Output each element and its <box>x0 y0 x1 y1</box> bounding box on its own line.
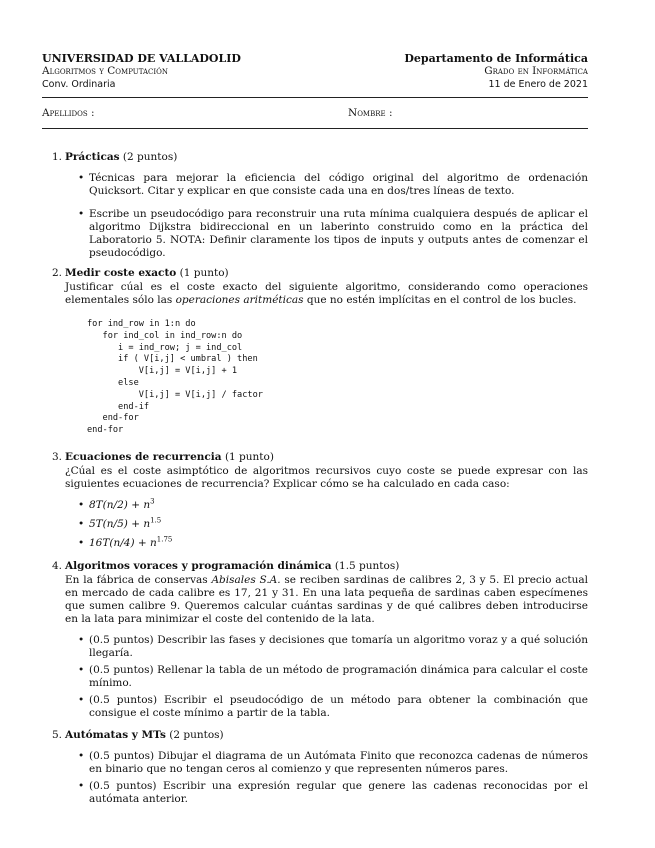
list-item: • Técnicas para mejorar la eficiencia del código original del algoritmo de ordenación Quicksort. Citar y explicar en que consiste cada una en dos/tres líneas de texto. <box>78 172 588 197</box>
department-name: Departamento de Informática <box>404 52 588 65</box>
pseudocode-block: for ind_row in 1:n do for ind_col in ind_row:n do i = ind_row; j = ind_col if ( V[i,j] < umbral ) then V[i,j] = V[i,j] + 1 else V[i,j] = V[i,j] / factor end-if end-for end-for <box>87 319 263 436</box>
question-title: Medir coste exacto <box>65 267 177 279</box>
question-2 <box>52 267 588 437</box>
exam-date: 11 de Enero de 2021 <box>488 79 588 90</box>
question-title: Algoritmos voraces y programación dinámica <box>65 559 332 572</box>
questions <box>52 151 588 806</box>
question-text: En la fábrica de conservas Abisales S.A. se reciben sardinas de calibres 2, 3 y 5. El precio actual en mercado de cada calibre es 17, 21 y 31. En una lata pequeña de sardinas caben especímenes que sumen calibre 9. Queremos calcular cuántas sardinas y de qué calibres deben introducirse en la lata para minimizar el coste del contenido de la lata. <box>65 573 589 625</box>
name-label: Nombre : <box>348 107 393 119</box>
header <box>42 52 588 91</box>
question-points: (1 punto) <box>224 450 274 463</box>
student-fields <box>42 107 588 120</box>
question-number: 2. <box>52 267 63 279</box>
question-1-items <box>78 172 588 260</box>
question-points: (2 puntos) <box>122 151 178 163</box>
question-points: (1 punto) <box>179 267 229 279</box>
degree-name: Grado en Informática <box>484 65 588 77</box>
question-title: Autómatas y MTs <box>65 728 166 741</box>
question-text: Justificar cúal es el coste exacto del siguiente algoritmo, considerando como operaciones elementales sólo las operaciones aritméticas que no estén implícitas en el control de los bucles. <box>65 281 588 306</box>
question-5-items <box>78 750 588 806</box>
equation-item: • $8T(n/2) + n^3$ <box>78 497 155 511</box>
list-item: • (0.5 puntos) Describir las fases y decisiones que tomaría un algoritmo voraz y a qué solución llegaría. <box>78 633 588 659</box>
course-name: Algoritmos y Computación <box>42 65 169 77</box>
question-4-items <box>78 634 588 720</box>
fields-divider <box>42 128 588 129</box>
question-1 <box>52 151 588 260</box>
question-number: 3. <box>52 450 63 463</box>
list-item: • (0.5 puntos) Dibujar el diagrama de un Autómata Finito que reconozca cadenas de números en binario que no tengan ceros al comienzo y que representen números pares. <box>78 749 588 775</box>
question-points: (2 puntos) <box>169 728 224 741</box>
list-item: • (0.5 puntos) Escribir el pseudocódigo de un método para obtener la combinación que consigue el coste mínimo a partir de la tabla. <box>78 693 588 719</box>
question-title: Prácticas <box>65 151 120 163</box>
equation-item: • $5T(n/5) + n^{1.5}$ <box>78 516 162 530</box>
question-points: (1.5 puntos) <box>334 559 400 572</box>
equation-list <box>78 499 588 550</box>
list-item: • Escribe un pseudocódigo para reconstruir una ruta mínima cualquiera después de aplicar el algoritmo Dijkstra bidireccional en un laberinto construido como en la práctica del Laboratorio 5. NOTA: Definir claramente los tipos de inputs y outputs antes de comenzar el pseudocódigo. <box>78 208 588 259</box>
header-divider <box>42 97 588 98</box>
list-item: • (0.5 puntos) Rellenar la tabla de un método de programación dinámica para calcular el coste mínimo. <box>78 663 588 689</box>
question-title: Ecuaciones de recurrencia <box>65 450 222 463</box>
question-number: 1. <box>52 151 63 163</box>
surname-label: Apellidos : <box>42 107 95 119</box>
list-item: • (0.5 puntos) Escribir una expresión regular que genere las cadenas reconocidas por el autómata anterior. <box>78 779 588 805</box>
question-3 <box>52 451 588 550</box>
equation-item: • $16T(n/4) + n^{1.75}$ <box>78 535 173 549</box>
question-text: ¿Cúal es el coste asimptótico de algoritmos recursivos cuyo coste se puede expresar con las siguientes ecuaciones de recurrencia? Explicar cómo se ha calculado en cada caso: <box>65 464 588 490</box>
question-5 <box>52 729 588 806</box>
exam-call: Conv. Ordinaria <box>42 79 116 90</box>
question-number: 4. <box>52 559 63 572</box>
university-name: UNIVERSIDAD DE VALLADOLID <box>42 52 241 65</box>
question-number: 5. <box>52 728 63 741</box>
question-4 <box>52 560 588 720</box>
